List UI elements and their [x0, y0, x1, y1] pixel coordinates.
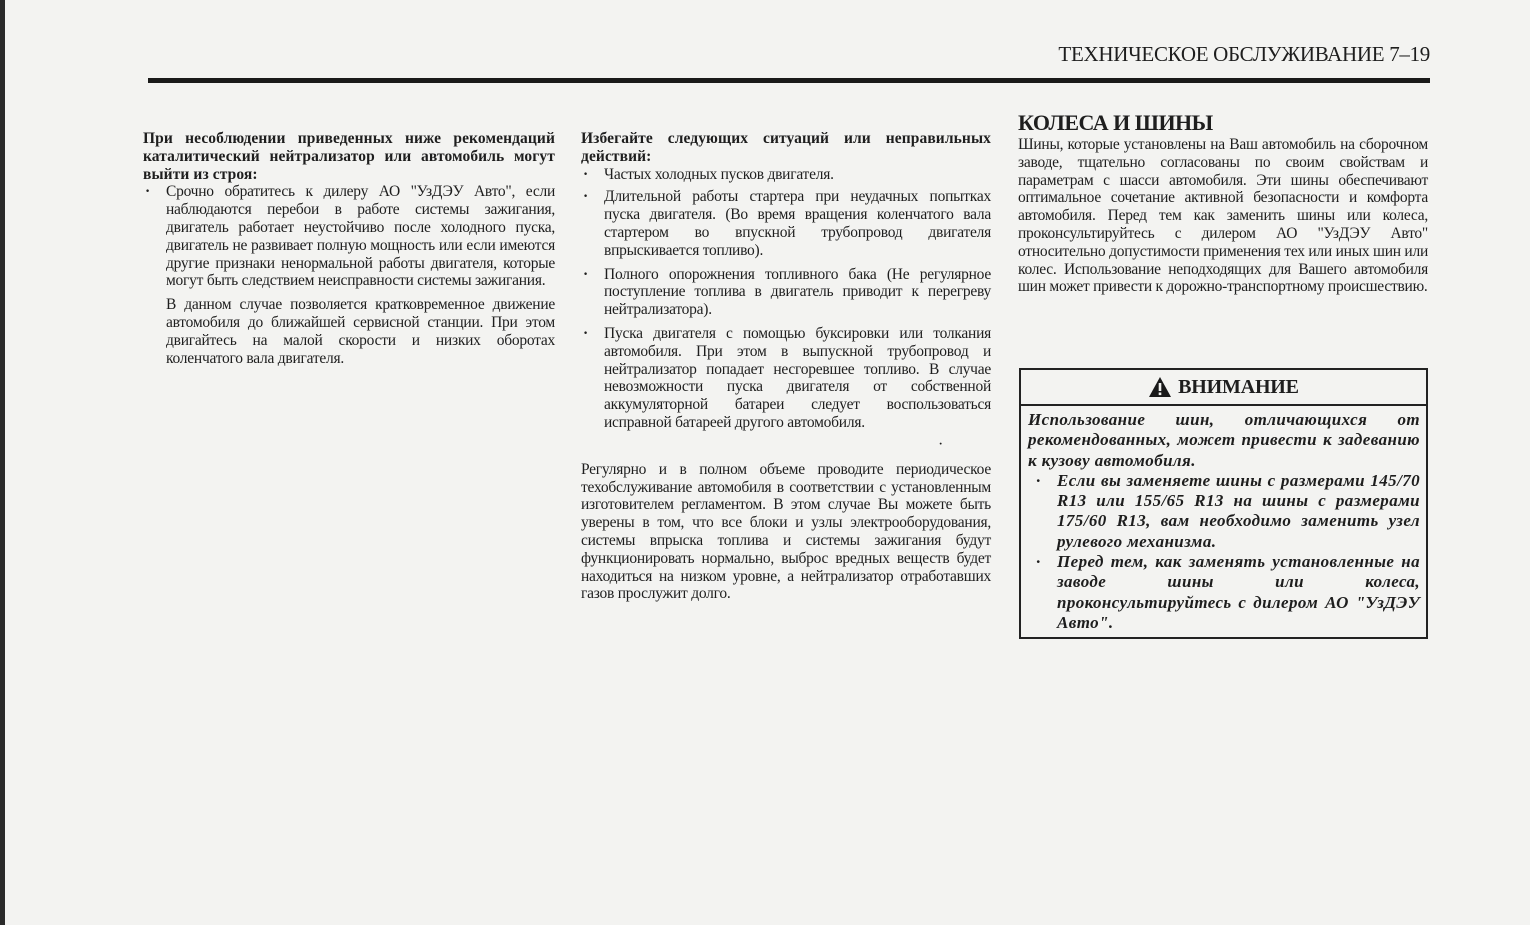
middle-bullet-list [581, 166, 991, 432]
stray-dot: · [938, 436, 944, 453]
warning-box [1019, 368, 1428, 639]
left-note: В данном случае позволяется кратковременное движение автомобиля до ближайшей сервисной станции. При этом двигайтесь на малой скорости и низких оборотах коленчатого вала двигателя. [166, 296, 555, 367]
warning-body [1021, 406, 1426, 637]
left-column [143, 130, 555, 367]
middle-column [581, 130, 991, 603]
left-bullet: · Срочно обратитесь к дилеру АО "УзДЭУ Авто", если наблюдаются перебои в работе системы зажигания, двигатель работает неустойчиво после холодного пуска, двигатель не развивает полную мощность или если имеются другие признаки ненормальной работы двигателя, которые могут быть следствием неисправности системы зажигания. [143, 183, 555, 290]
left-bullet-list [143, 183, 555, 290]
warning-bullet: · Перед тем, как заменять установленные на заводе шины или колеса, проконсультируйтесь с дилером АО "УзДЭУ Авто". [1028, 552, 1420, 633]
section-heading: КОЛЕСА И ШИНЫ [1018, 110, 1213, 135]
warning-bullet: · Если вы заменяете шины с размерами 145/70 R13 или 155/65 R13 на шины с размерами 175/60 R13, вам необходимо заменить узел рулевого механизма. [1028, 471, 1420, 552]
middle-bullet: · Длительной работы стартера при неудачных попытках пуска двигателя. (Во время вращения коленчатого вала стартером во впускной трубопровод двигателя впрыскивается топливо). [581, 188, 991, 259]
middle-bullet: · Полного опорожнения топливного бака (Не регулярное поступление топлива в двигатель приводит к перегреву нейтрализатора). [581, 266, 991, 319]
warning-triangle-icon [1148, 376, 1172, 398]
tires-intro: Шины, которые установлены на Ваш автомобиль на сборочном заводе, тщательно согласованы по своим свойствам и параметрам с шасси автомобиля. Эти шины обеспечивают оптимальное сочетание активной безопасности и комфорта автомобиля. Перед тем как заменить шины или колеса, проконсультируйтесь с дилером АО "УзДЭУ Авто" относительно допустимости применения тех или иных шин или колес. Использование неподходящих для Вашего автомобиля шин может привести к дорожно-транспортному происшествию. [1018, 136, 1428, 296]
maintenance-paragraph: Регулярно и в полном объеме проводите периодическое техобслуживание автомобиля в соответствии с установленным изготовителем регламентом. В этом случае Вы можете быть уверены в том, что все блоки и узлы электрооборудования, системы впрыска топлива и системы зажигания будут функционировать нормально, выброс вредных веществ будет находиться на низком уровне, а нейтрализатор отработавших газов прослужит долго. [581, 460, 991, 603]
warning-header [1021, 370, 1426, 406]
page-header: ТЕХНИЧЕСКОЕ ОБСЛУЖИВАНИЕ 7–19 [1058, 42, 1430, 66]
header-rule [148, 78, 1430, 83]
warning-text: Использование шин, отличающихся от рекомендованных, может привести к задеванию к кузову автомобиля. [1028, 410, 1420, 470]
middle-bullet: · Частых холодных пусков двигателя. [581, 166, 991, 184]
warning-bullet-list [1028, 471, 1420, 633]
middle-bullet: · Пуска двигателя с помощью буксировки или толкания автомобиля. При этом в выпускной трубопровод и нейтрализатор попадает несгоревшее топливо. В случае невозможности пуска двигателя от собственной аккумуляторной батареи следует воспользоваться исправной батареей другого автомобиля. [581, 325, 991, 432]
middle-lead: Избегайте следующих ситуаций или неправильных действий: [581, 130, 991, 165]
warning-title: ВНИМАНИЕ [1178, 375, 1299, 398]
scan-edge [0, 0, 5, 925]
left-lead: При несоблюдении приведенных ниже рекомендаций каталитический нейтрализатор или автомобиль могут выйти из строя: [143, 130, 555, 183]
right-column [1018, 110, 1428, 296]
